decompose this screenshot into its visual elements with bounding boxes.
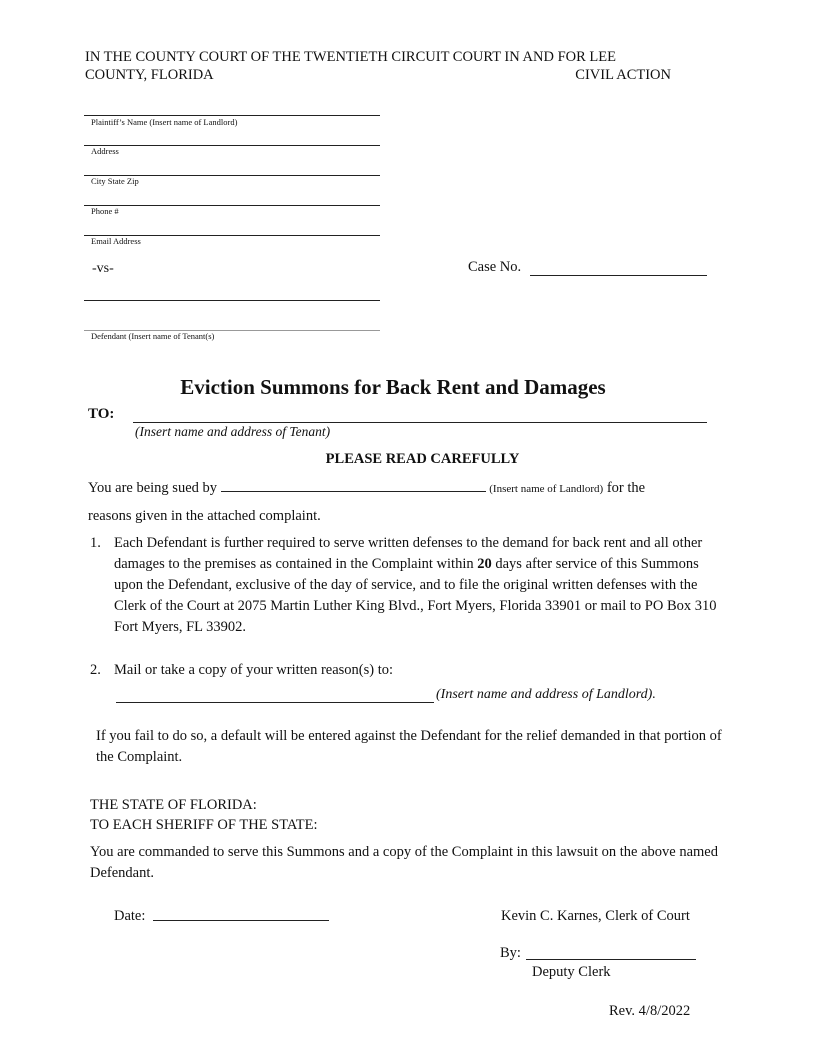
- sued-by-hint: (Insert name of Landlord): [489, 483, 604, 495]
- address-line[interactable]: [84, 145, 380, 146]
- case-number-field[interactable]: [530, 275, 707, 276]
- versus-label: -vs-: [92, 261, 114, 276]
- state-line-2: TO EACH SHERIFF OF THE STATE:: [90, 817, 318, 833]
- item-text: Each Defendant is further required to serve written defenses to the demand for back rent and all other damages to the premises as contained in the Complaint within 20 days after service of this Summons upon the Defendant, exclusive of the day of service, and to file the original written defenses with the Clerk of the Court at 2075 Martin Luther King Blvd., Fort Myers, Florida 33901 or mail to PO Box 310 Fort Myers, FL 33902.: [114, 535, 717, 635]
- clerk-name: Kevin C. Karnes, Clerk of Court: [501, 908, 690, 924]
- sued-by-line: [88, 478, 645, 500]
- civil-action-label: CIVIL ACTION: [575, 67, 671, 83]
- defendant-name-line[interactable]: [84, 300, 380, 301]
- date-field[interactable]: [153, 920, 329, 921]
- item-number: 2.: [90, 662, 101, 678]
- instruction-item-2: [90, 660, 720, 681]
- tenant-hint: (Insert name and address of Tenant): [135, 424, 331, 439]
- plaintiff-name-label: Plaintiff’s Name (Insert name of Landlord): [91, 117, 238, 127]
- item-number: 1.: [90, 535, 101, 551]
- court-line-1: IN THE COUNTY COURT OF THE TWENTIETH CIRCUIT COURT IN AND FOR LEE: [85, 49, 616, 65]
- state-address: [90, 795, 318, 835]
- phone-line[interactable]: [84, 205, 380, 206]
- deputy-clerk-label: Deputy Clerk: [532, 964, 611, 980]
- date-label: Date:: [114, 908, 146, 924]
- landlord-name-field[interactable]: [221, 479, 486, 492]
- item-text: Mail or take a copy of your written reason(s) to:: [114, 662, 394, 678]
- default-warning: If you fail to do so, a default will be entered against the Defendant for the relief demanded in that portion of the Complaint.: [96, 728, 722, 765]
- sheriff-command: You are commanded to serve this Summons and a copy of the Complaint in this lawsuit on the above named Defendant.: [90, 844, 718, 881]
- case-number-label: Case No.: [468, 259, 522, 275]
- sued-by-suffix: for the: [606, 480, 646, 496]
- address-label: Address: [91, 146, 119, 156]
- court-heading: [85, 48, 685, 84]
- landlord-address-hint: (Insert name and address of Landlord).: [436, 687, 656, 702]
- to-label: TO:: [88, 406, 115, 422]
- court-line-2: COUNTY, FLORIDA: [85, 67, 214, 83]
- state-line-1: THE STATE OF FLORIDA:: [90, 797, 257, 813]
- read-carefully-heading: PLEASE READ CAREFULLY: [325, 451, 520, 467]
- document-title: Eviction Summons for Back Rent and Damages: [180, 375, 606, 399]
- city-state-zip-label: City State Zip: [91, 176, 139, 186]
- sued-by-prefix: You are being sued by: [88, 480, 218, 496]
- phone-label: Phone #: [91, 206, 119, 216]
- defendant-label: Defendant (Insert name of Tenant(s): [91, 331, 215, 341]
- email-label: Email Address: [91, 236, 141, 246]
- days-count: 20: [477, 556, 492, 572]
- by-label: By:: [500, 945, 521, 961]
- reasons-line: reasons given in the attached complaint.: [88, 508, 321, 524]
- tenant-name-field[interactable]: [133, 422, 707, 423]
- landlord-address-field[interactable]: [116, 702, 434, 703]
- instruction-item-1: [90, 533, 720, 638]
- signature-field[interactable]: [526, 959, 696, 960]
- revision-date: Rev. 4/8/2022: [609, 1003, 691, 1019]
- plaintiff-name-line[interactable]: [84, 115, 380, 116]
